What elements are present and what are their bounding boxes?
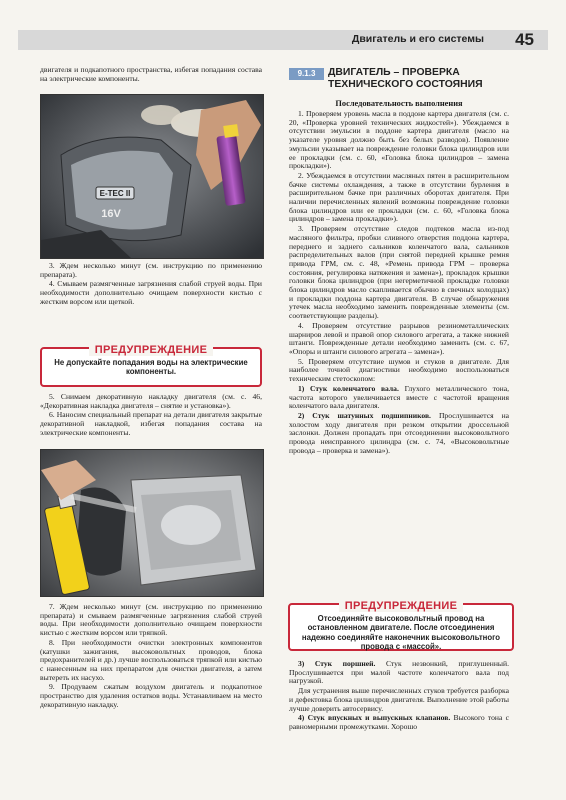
engine-photo-2-image (41, 450, 263, 596)
paragraph: 5. Снимаем декоративную накладку двигателя (см. с. 46, «Декоративная накладка двигателя – снятие и установка»). (40, 392, 262, 410)
warning-text: Отсоединяйте высоковольтный провод на остановленном двигателе. После отсоединения надежно соединяйте наконечник высоковольтного провода с «массой». (301, 614, 501, 652)
right-text-block-1 (289, 110, 509, 456)
paragraph: 5. Проверяем отсутствие шумов и стуков в двигателе. Для наиболее точной диагностики необходимо воспользоваться техническим стетоскопом: (289, 356, 509, 384)
paragraph: 3. Ждем несколько минут (см. инструкцию по применению препарата). (40, 261, 262, 279)
knock-text: Прослушивается на холостом ходу двигателя при резком открытии дроссельной заслонки. Должен пропадать при отсоединении высоковольтного провода неисправного цилиндра (см. с. 74, «Высоковольтные провода – проверка и замена»). (289, 410, 509, 455)
paragraph: двигателя и подкапотного пространства, избегая попадания состава на электрические компоненты. (40, 65, 262, 83)
engine-photo-1-image (41, 95, 263, 258)
knock-label: 2) Стук шатунных подшипников. (298, 410, 431, 420)
procedure-subtitle: Последовательность выполнения (335, 99, 463, 108)
paragraph: 9. Продуваем сжатым воздухом двигатель и подкапотное пространство для удаления остатков воды. Устанавливаем на место декоративную накладку. (40, 682, 262, 709)
warning-box-2 (288, 600, 514, 652)
paragraph (289, 660, 509, 686)
right-text-block-2 (289, 660, 509, 733)
engine-photo-1 (40, 94, 264, 259)
engine-16v-text: 16V (101, 208, 121, 220)
page-number: 45 (515, 30, 534, 49)
section-number-badge: 9.1.3 (289, 68, 324, 80)
chapter-title: Двигатель и его системы (351, 33, 484, 45)
knock-text: Глухого металлического тона, частота которого увеличивается вместе с частотой вращения коленчатого вала двигателя. (289, 383, 509, 411)
engine-photo-2 (40, 449, 264, 597)
paragraph: 2. Убеждаемся в отсутствии масляных пятен в расширительном бачке системы охлаждения, а также в отсутствии бурления в расширительном бачке при различных оборотах двигателя. При наличии перечисленных явлений возможны повреждение головки блока цилиндров или ее прокладки (см. с. 60, «Головка блока цилиндров – замена прокладки»). (289, 170, 509, 224)
warning-title: ПРЕДУПРЕЖДЕНИЕ (89, 344, 213, 356)
paragraph: Для устранения выше перечисленных стуков требуется разборка и дефектовка блока цилиндров двигателя. Выполнение этой работы лучше доверить автосервису. (289, 686, 509, 713)
paragraph: 4. Смываем размягченные загрязнения слабой струей воды. При необходимости дополнительно очищаем поверхности кистью с жестким ворсом или щеткой. (40, 279, 262, 306)
warning-heading (42, 340, 260, 358)
warning-heading (290, 596, 512, 614)
left-text-block-2 (40, 393, 262, 439)
knock-text: Стук незвонкий, приглушенный. Прослушивается при малой частоте коленчатого вала под нагрузкой. (289, 659, 509, 686)
knock-text: Высокого тона с равномерными промежутками. Хорошо (289, 713, 509, 731)
left-top-text (40, 66, 262, 84)
warning-title: ПРЕДУПРЕЖДЕНИЕ (339, 600, 463, 612)
knock-label: 1) Стук коленчатого вала. (298, 383, 399, 393)
left-text-block-1 (40, 262, 262, 308)
paragraph (289, 412, 509, 456)
warning-text: Не допускайте попадания воды на электрические компоненты. (54, 358, 248, 377)
knock-label: 3) Стук поршней. (298, 659, 376, 668)
paragraph (289, 714, 509, 731)
section-title: ДВИГАТЕЛЬ – ПРОВЕРКА ТЕХНИЧЕСКОГО СОСТОЯНИЯ (328, 67, 483, 90)
paragraph (289, 385, 509, 411)
paragraph: 6. Наносим специальный препарат на детали двигателя закрытые декоративной накладкой, избегая попадания состава на электрические компоненты. (40, 410, 262, 437)
paragraph: 7. Ждем несколько минут (см. инструкцию по применению препарата) и смываем размягченные загрязнения слабой струей воды. При необходимости дополнительно очищаем поверхности кистью с жестким ворсом или тряпкой. (40, 602, 262, 638)
paragraph: 8. При необходимости очистки электронных компонентов (катушки зажигания, высоковольтных проводов, блока предохранителей и др.) лучше воспользоваться тряпкой или кистью с нанесенным на них препаратом для очистки двигателя, а затем вытереть их насухо. (40, 637, 262, 682)
paragraph: 4. Проверяем отсутствие разрывов резинометаллических шарниров левой и правой опор силового агрегата, а также нижней штанги. Поврежденные детали необходимо заменить (см. с. 67, «Опоры и штанги силового агрегата – замена»). (289, 320, 509, 356)
warning-box-1 (40, 344, 262, 387)
paragraph: 3. Проверяем отсутствие следов подтеков масла из-под масляного фильтра, пробки сливного отверстия поддона картера, переднего и заднего сальников коленчатого вала, сальников распределительных валов (при снятой передней крышке ремня привода ГРМ, см. с. 48, «Ремень привода ГРМ – проверка состояния, регулировка натяжения и замена»), прокладок крышки головки блока цилиндров (при негерметичной прокладке головки блока цилиндров масло скапливается обычно в свечных колодцах) и прокладки поддона картера двигателя. В случае обнаружения утечек масла необходимо заменить поврежденные элементы (см. соответствующие разделы). (289, 224, 509, 321)
paragraph: 1. Проверяем уровень масла в поддоне картера двигателя (см. с. 20, «Проверка уровней технических жидкостей»). Убеждаемся в отсутствии эмульсии в поддоне картера двигателя (масло на указателе уровня должно быть без белых разводов). Появление эмульсии указывает на повреждение головки блока цилиндров или ее прокладки (см. с. 60, «Головка блока цилиндров – замена прокладки»). (289, 109, 509, 171)
knock-label: 4) Стук впускных и выпускных клапанов. (298, 713, 451, 723)
engine-badge-text: E-TEC II (99, 189, 131, 198)
left-text-block-3 (40, 603, 262, 710)
